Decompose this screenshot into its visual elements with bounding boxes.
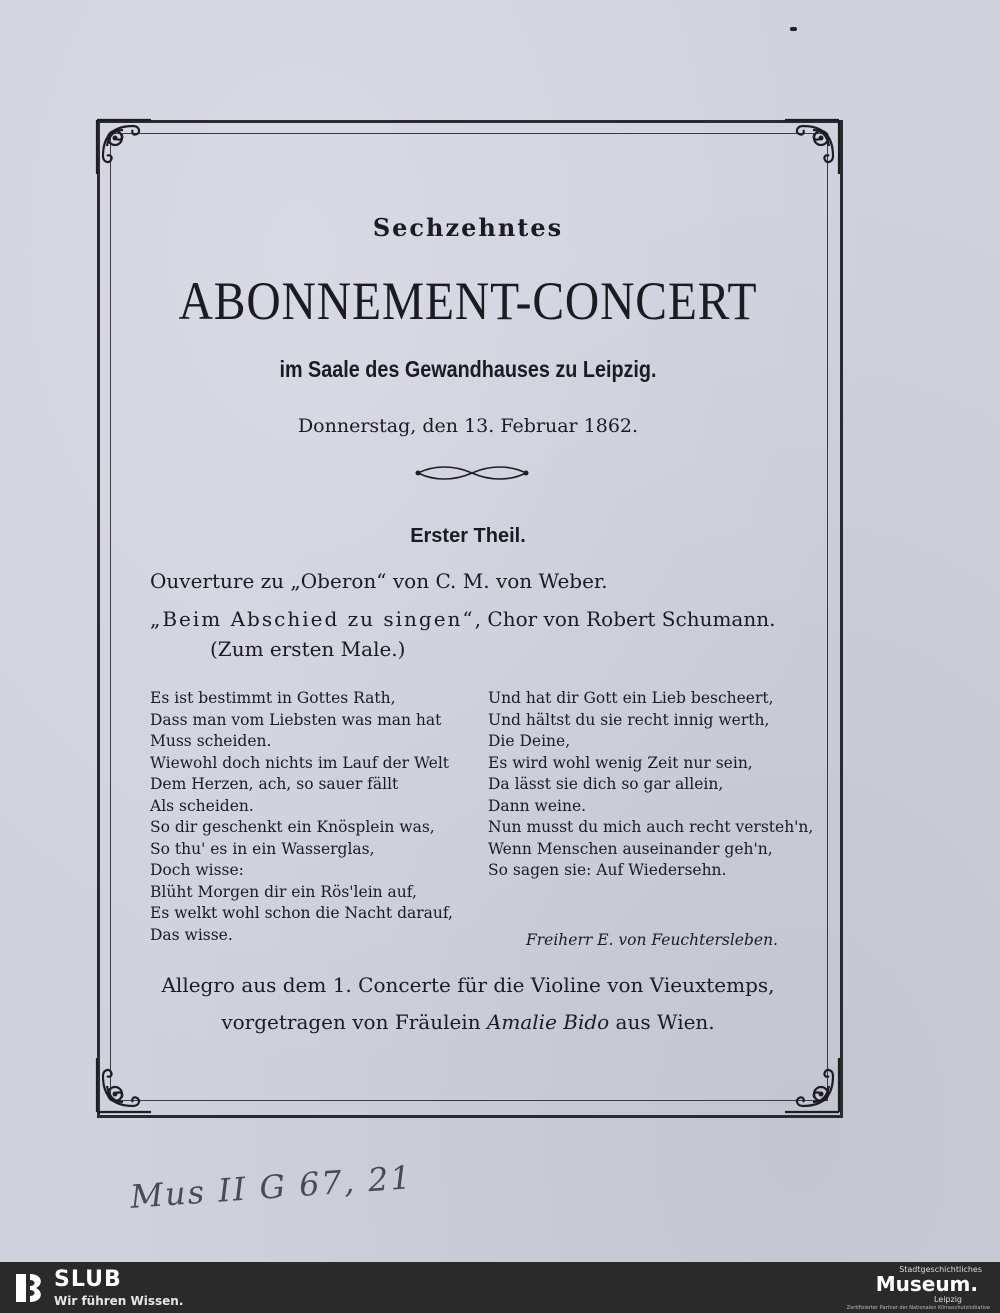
- chorus-title: „Beim Abschied zu singen“: [150, 607, 475, 631]
- museum-certification: Zertifizierter Partner der Nationalen Klimaschutzinitiative: [846, 1305, 990, 1311]
- handwritten-shelfmark: Mus II G 67, 21: [129, 1158, 414, 1216]
- poem-line: Doch wisse:: [150, 861, 244, 879]
- concert-number: Sechzehntes: [372, 213, 564, 242]
- museum-city: Leipzig: [933, 1295, 962, 1304]
- corner-ornament-bottom-left: [93, 1054, 155, 1116]
- venue-line: im Saale des Gewandhauses zu Leipzig.: [279, 356, 657, 382]
- poem-column-right: [488, 688, 813, 882]
- slub-name: SLUB: [54, 1267, 122, 1292]
- footer-bar: [0, 1262, 1000, 1313]
- poem-attribution: Freiherr E. von Feuchtersleben.: [526, 931, 778, 949]
- poem-line: Dem Herzen, ach, so sauer fällt: [150, 775, 399, 793]
- poem-line: Wenn Menschen auseinander geh'n,: [488, 839, 773, 858]
- poem-line: Es wird wohl wenig Zeit nur sein,: [488, 753, 753, 772]
- poem-line: Es welkt wohl schon die Nacht darauf,: [150, 904, 453, 922]
- poem-line: Wiewohl doch nichts im Lauf der Welt: [150, 753, 450, 772]
- slub-logo-icon: [12, 1270, 48, 1306]
- program-item-allegro: Allegro aus dem 1. Concerte für die Violine von Vieuxtemps,: [161, 973, 775, 997]
- part-heading: Erster Theil.: [410, 525, 526, 547]
- poem-line: Dass man vom Liebsten was man hat: [150, 710, 442, 729]
- poem-column-left: [150, 688, 453, 946]
- poem-line: Blüht Morgen dir ein Rös'lein auf,: [150, 882, 417, 901]
- program-item-note: (Zum ersten Male.): [210, 637, 406, 661]
- poem-line: Und hältst du sie recht innig werth,: [488, 710, 770, 729]
- poem-line: Es ist bestimmt in Gottes Rath,: [150, 689, 396, 707]
- poem-line: Und hat dir Gott ein Lieb bescheert,: [488, 689, 774, 707]
- performer-suffix: aus Wien.: [609, 1010, 715, 1034]
- museum-name: Museum.: [875, 1272, 978, 1296]
- slub-tagline: Wir führen Wissen.: [54, 1294, 184, 1308]
- museum-prefix: Stadtgeschichtliches: [899, 1265, 982, 1274]
- ornamental-divider: [414, 463, 530, 483]
- page-title: ABONNEMENT-CONCERT: [178, 271, 758, 331]
- program-item-overture: Ouverture zu „Oberon“ von C. M. von Weber.: [150, 569, 608, 593]
- performer-line: [110, 1010, 826, 1034]
- poem-line: Als scheiden.: [150, 796, 254, 815]
- poem-line: Da lässt sie dich so gar allein,: [488, 775, 724, 793]
- corner-ornament-bottom-right: [781, 1054, 843, 1116]
- performer-prefix: vorgetragen von Fräulein: [221, 1010, 487, 1034]
- performer-name: Amalie Bido: [486, 1010, 610, 1034]
- poem-line: So sagen sie: Auf Wiedersehn.: [488, 861, 727, 879]
- poem-line: Die Deine,: [488, 732, 571, 750]
- poem-line: So dir geschenkt ein Knösplein was,: [150, 818, 435, 836]
- corner-ornament-top-left: [93, 116, 155, 178]
- program-item-chorus: [150, 607, 775, 631]
- poem-line: Dann weine.: [488, 796, 587, 815]
- poem-line: Muss scheiden.: [150, 732, 272, 750]
- poem-line: So thu' es in ein Wasserglas,: [150, 839, 375, 858]
- date-line: Donnerstag, den 13. Februar 1862.: [297, 415, 639, 437]
- chorus-composer: , Chor von Robert Schumann.: [474, 607, 776, 631]
- poem-line: Das wisse.: [150, 925, 233, 944]
- corner-ornament-top-right: [781, 116, 843, 178]
- ink-mark: [790, 27, 797, 31]
- poem-line: Nun musst du mich auch recht versteh'n,: [488, 818, 814, 836]
